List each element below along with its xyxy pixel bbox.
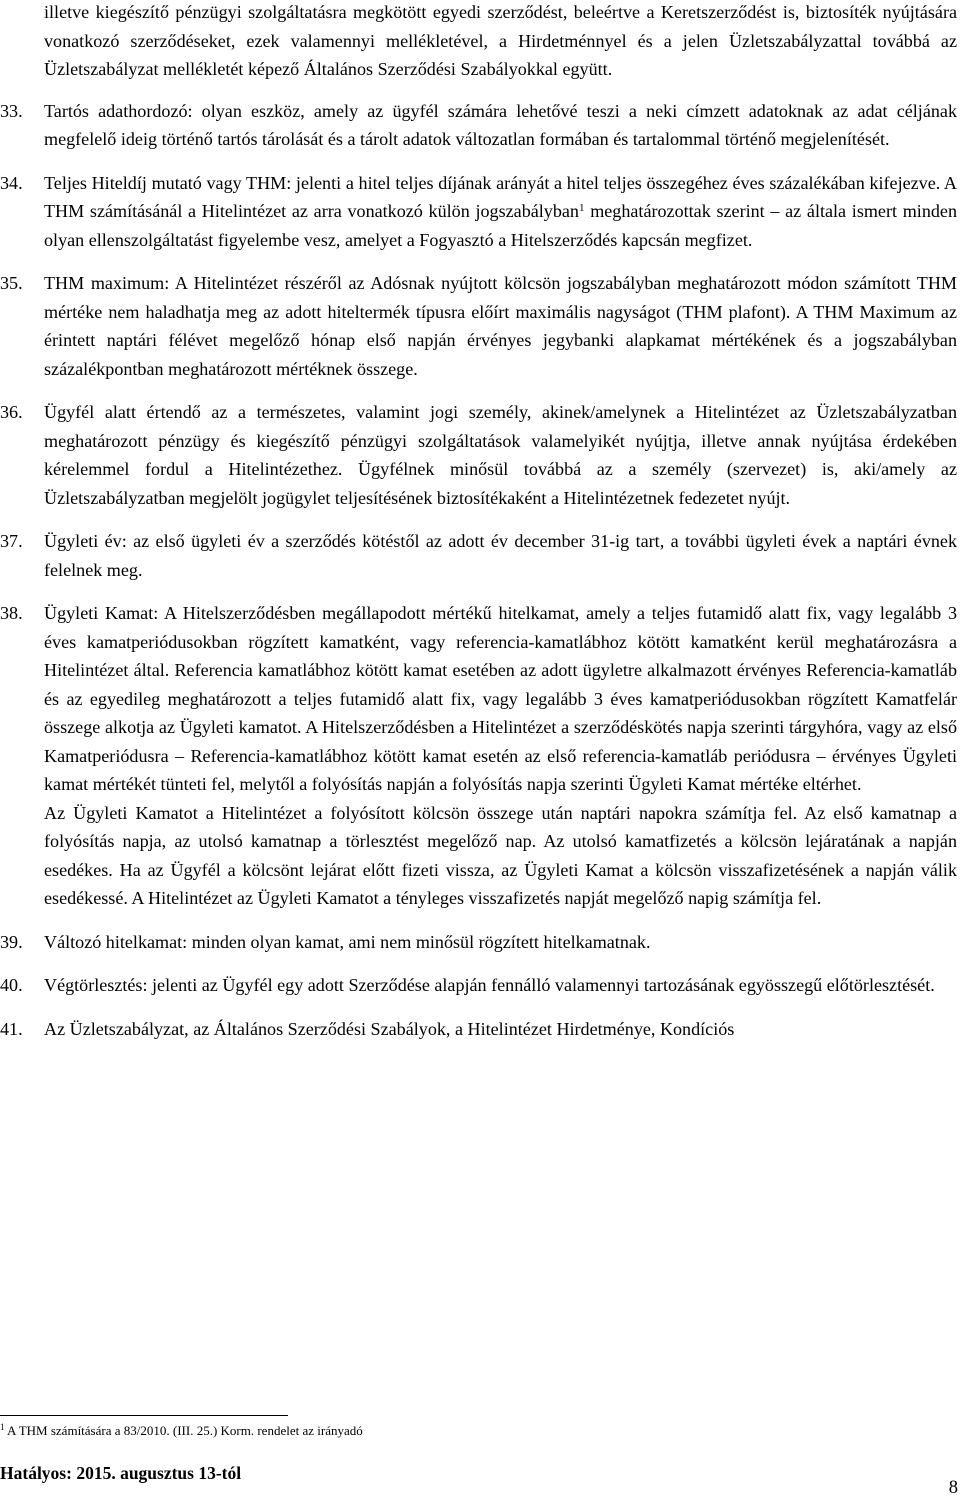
item-text: Ügyleti év: az első ügyleti év a szerződés kötéstől az adott év december 31-ig tart, a további ügyleti évek a naptári évnek felelnek meg.	[44, 531, 957, 580]
item-text-part: meghatározottak szerint – az általa ismert minden olyan ellenszolgáltatást figyelembe vesz, amelyet a Fogyasztó a Hitelszerződés kapcsán megfizet.	[44, 201, 957, 250]
item-number: 40.	[0, 975, 23, 995]
item-text: Végtörlesztés: jelenti az Ügyfél egy adott Szerződése alapján fennálló valamennyi tartozásának egyösszegű előtörlesztését.	[44, 975, 935, 995]
item-text: Ügyleti Kamat: A Hitelszerződésben megállapodott mértékű hitelkamat, amely a teljes futamidő alatt fix, vagy legalább 3 éves kamatperiódusokban rögzített kamatként, vagy referencia-kamatlábhoz kötött kamatként kerül meghatározásra a Hitelintézet által. Referencia kamatlábhoz kötött kamat esetében az adott ügyletre alkalmazott érvényes Referencia-kamatláb és az egyedileg meghatározott a teljes futamidő alatt fix, vagy legalább 3 éves kamatperiódusokban rögzített Kamatfelár összege alkotja az Ügyleti kamatot. A Hitelszerződésben a Hitelintézet a szerződéskötés napja szerinti tárgyhóra, vagy az első Kamatperiódusra – Referencia-kamatlábhoz kötött kamat esetén az első referencia-kamatláb periódusra – érvényes Ügyleti kamat mértékét tünteti fel, melytől a folyósítás napján a folyósítás napja szerinti Ügyleti Kamat mértéke eltérhet.	[44, 603, 957, 794]
item-number: 39.	[0, 931, 23, 952]
item-number: 38.	[0, 603, 23, 623]
definition-item-37	[0, 527, 957, 584]
item-number: 33.	[0, 100, 23, 121]
footnote-reference: 1	[578, 202, 585, 214]
item-text: Ügyfél alatt értendő az a természetes, valamint jogi személy, akinek/amelynek a Hitelintézet az Üzletszabályzatban meghatározott pénzügy és kiegészítő pénzügyi szolgáltatások valamelyikét nyújtja, illetve annak nyújtása érdekében kérelemmel fordul a Hitelintézethez. Ügyfélnek minősül továbbá az a személy (szervezet) is, aki/amely az Üzletszabályzatban megjelölt jogügylet teljesítésének biztosítékaként a Hitelintézetnek fedezetet nyújt.	[44, 402, 957, 508]
item-text	[44, 169, 957, 255]
item-text: THM maximum: A Hitelintézet részéről az Adósnak nyújtott kölcsön jogszabályban meghatározott módon számított THM mértéke nem haladhatja meg az adott hiteltermék típusra előírt maximális nagyságot (THM plafont). A THM Maximum az érintett naptári félévet megelőző hónap első napján érvényes jegybanki alapkamat mértékének és a jogszabályban százalékpontban meghatározott mértéknek összege.	[44, 273, 957, 379]
definition-item-33	[0, 97, 957, 154]
item-text: Tartós adathordozó: olyan eszköz, amely az ügyfél számára lehetővé teszi a neki címzett adatoknak az adat céljának megfelelő ideig történő tartós tárolását és a tárolt adatok változatlan formában és tartalommal történő megjelenítését.	[44, 100, 957, 149]
effective-date-footer: Hatályos: 2015. augusztus 13-tól	[0, 1463, 242, 1483]
item-text: Az Ügyleti Kamatot a Hitelintézet a folyósított kölcsön összege után naptári napokra számítja fel. Az első kamatnap a folyósítás napja, az utolsó kamatnap a törlesztést megelőző nap. Az utolsó kamatfizetés a kölcsön lejáratának a napján esedékes. Ha az Ügyfél a kölcsönt lejárat előtt fizeti vissza, az Ügyleti Kamat a kölcsön visszafizetésének a napján válik esedékessé. A Hitelintézet az Ügyleti Kamatot a tényleges visszafizetés napját megelőző napig számítja fel.	[44, 802, 957, 908]
intro-paragraph: illetve kiegészítő pénzügyi szolgáltatásra megkötött egyedi szerződést, beleértve a Keretszerződést is, biztosíték nyújtására vonatkozó szerződéseket, ezek valamennyi mellékletével, a Hirdetménnyel és a jelen Üzletszabályzattal továbbá az Üzletszabályzat mellékletét képező Általános Szerződési Szabályokkal együtt.	[44, 2, 957, 79]
item-number: 34.	[0, 172, 23, 193]
definition-item-40	[0, 971, 957, 1000]
item-number: 41.	[0, 1018, 23, 1039]
definition-item-36	[0, 398, 957, 512]
definition-item-38	[0, 599, 957, 913]
footnote	[0, 1422, 363, 1440]
definition-item-35	[0, 269, 957, 383]
item-number: 37.	[0, 531, 23, 551]
item-number: 35.	[0, 273, 23, 293]
definition-item-41	[0, 1015, 957, 1044]
item-number: 36.	[0, 402, 23, 422]
item-text: Változó hitelkamat: minden olyan kamat, ami nem minősül rögzített hitelkamatnak.	[44, 931, 651, 952]
definition-item-39	[0, 928, 957, 957]
definition-item-34	[0, 169, 957, 255]
footnote-mark: 1	[0, 1422, 5, 1432]
item-text: Az Üzletszabályzat, az Általános Szerződési Szabályok, a Hitelintézet Hirdetménye, Kondíciós	[44, 1018, 735, 1039]
footnote-separator	[0, 1415, 288, 1416]
page-number: 8	[948, 1478, 958, 1498]
item-text-part: Teljes Hiteldíj mutató vagy THM: jelenti a hitel teljes díjának arányát a hitel teljes összegéhez éves százalékában kifejezve. A THM számításánál a Hitelintézet az arra vonatkozó külön jogszabályban	[44, 172, 957, 221]
footnote-text: A THM számítására a 83/2010. (III. 25.) Korm. rendelet az irányadó	[4, 1423, 363, 1438]
